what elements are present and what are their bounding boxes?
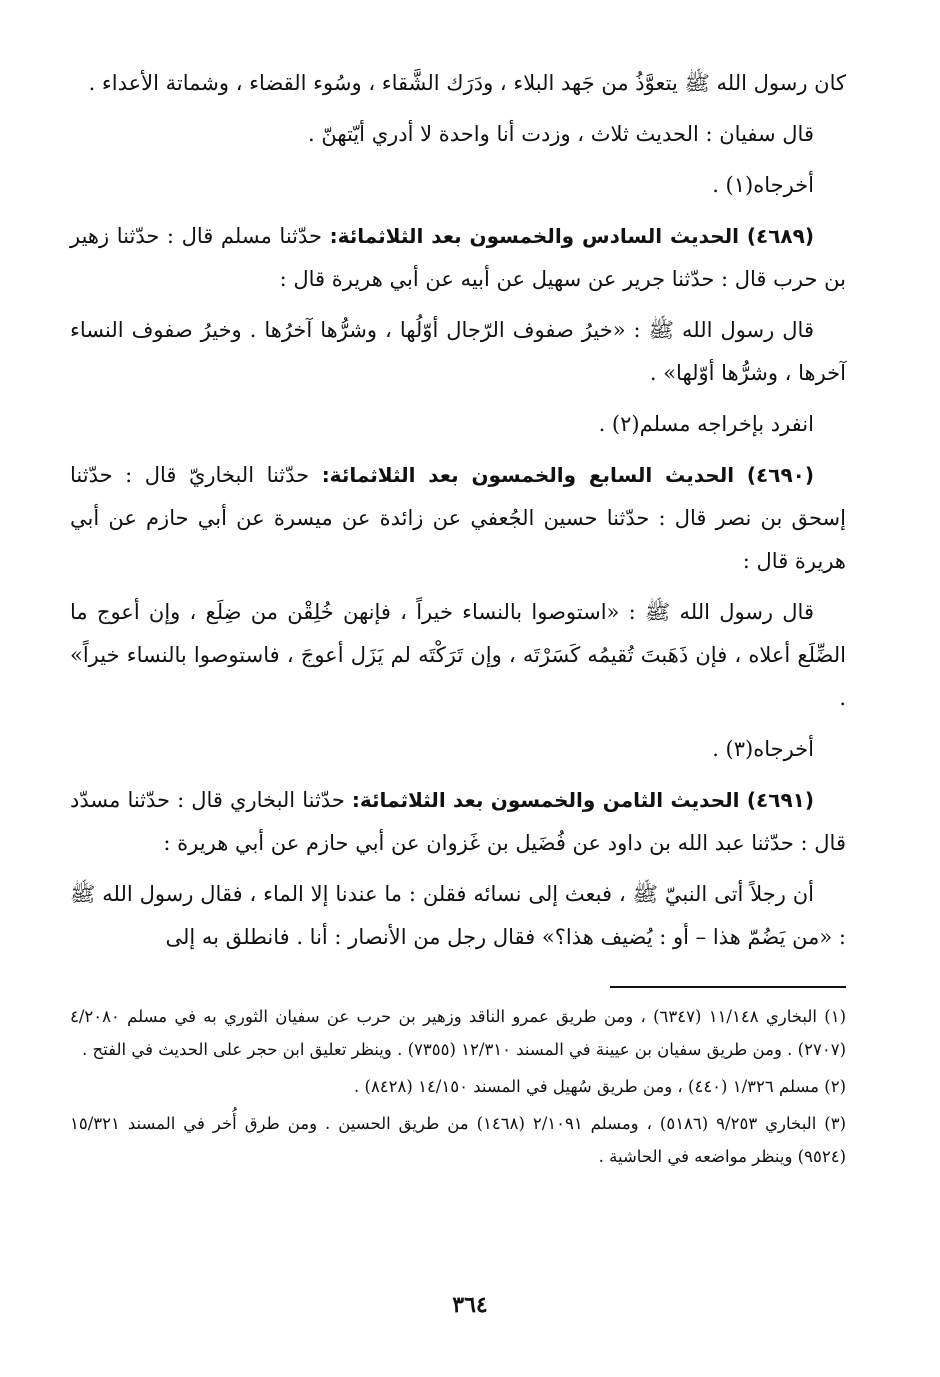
paragraph-2: قال سفيان : الحديث ثلاث ، وزدت أنا واحدة لا أدري أيّتهنّ .: [307, 122, 814, 146]
page-number: ٣٦٤: [452, 1292, 488, 1318]
footnote-separator: [610, 986, 846, 988]
hadith-heading: (٤٦٩١) الحديث الثامن والخمسون بعد الثلاثمائة:: [351, 788, 814, 812]
hadith-4690: (٤٦٩٠) الحديث السابع والخمسون بعد الثلاثمائة: حدّثنا البخاريّ قال : حدّثنا إسحق بن نصر قال : حدّثنا حسين الجُعفي عن زائدة عن ميسرة عن أبي حازم عن أبي هريرة قال :: [70, 463, 846, 573]
footnote-1: (١) البخاري ١١/١٤٨ (٦٣٤٧) ، ومن طريق عمرو الناقد وزهير بن حرب عن سفيان الثوري به في مسلم ٤/٢٠٨٠ (٢٧٠٧) . ومن طريق سفيان بن عيينة في المسند ١٢/٣١٠ (٧٣٥٥) . وينظر تعليق ابن حجر على الحديث في الفتح .: [70, 1007, 846, 1059]
paragraph-3: أخرجاه(١) .: [712, 173, 814, 197]
paragraph-5: قال رسول الله ﷺ : «خيرُ صفوف الرّجال أوّلُها ، وشرُّها آخرُها . وخيرُ صفوف النساء آخرها ، وشرُّها أوّلها» .: [70, 318, 846, 385]
hadith-heading: (٤٦٩٠) الحديث السابع والخمسون بعد الثلاثمائة:: [321, 463, 814, 487]
paragraph-6: انفرد بإخراجه مسلم(٢) .: [598, 412, 814, 436]
paragraph-1: كان رسول الله ﷺ يتعوَّذُ من جَهد البلاء ، ودَرَك الشَّقاء ، وسُوء القضاء ، وشماتة الأعداء .: [88, 71, 846, 95]
hadith-heading: (٤٦٨٩) الحديث السادس والخمسون بعد الثلاثمائة:: [329, 224, 814, 248]
paragraph-11: أن رجلاً أتى النبيّ ﷺ ، فبعث إلى نسائه فقلن : ما عندنا إلا الماء ، فقال رسول الله ﷺ : «من يَضُمّ هذا – أو : يُضيف هذا؟» فقال رجل من الأنصار : أنا . فانطلق به إلى: [70, 882, 846, 949]
footnotes: [70, 1000, 846, 1177]
footnote-3: (٣) البخاري ٩/٢٥٣ (٥١٨٦) ، ومسلم ٢/١٠٩١ (١٤٦٨) من طريق الحسين . ومن طرق أُخر في المسند ١٥/٣٢١ (٩٥٢٤) وينظر مواضعه في الحاشية .: [70, 1114, 846, 1166]
footnote-2: (٢) مسلم ١/٣٢٦ (٤٤٠) ، ومن طريق سُهيل في المسند ١٤/١٥٠ (٨٤٢٨) .: [354, 1077, 846, 1096]
paragraph-9: أخرجاه(٣) .: [712, 737, 814, 761]
hadith-4689: (٤٦٨٩) الحديث السادس والخمسون بعد الثلاثمائة: حدّثنا مسلم قال : حدّثنا زهير بن حرب قال : حدّثنا جرير عن سهيل عن أبيه عن أبي هريرة قال :: [70, 224, 846, 291]
paragraph-8: قال رسول الله ﷺ : «استوصوا بالنساء خيراً ، فإنهن خُلِقْن من ضِلَع ، وإن أعوج ما الضِّلَع أعلاه ، فإن ذَهَبتَ تُقيمُه كَسَرْتَه ، وإن تَرَكْتَه لم يَزَل أعوجَ ، فاستوصوا بالنساء خيراً» .: [70, 600, 846, 710]
main-text: [70, 62, 846, 967]
hadith-4691: (٤٦٩١) الحديث الثامن والخمسون بعد الثلاثمائة: حدّثنا البخاري قال : حدّثنا مسدّد قال : حدّثنا عبد الله بن داود عن فُضَيل بن غَزوان عن أبي حازم عن أبي هريرة :: [70, 788, 846, 855]
